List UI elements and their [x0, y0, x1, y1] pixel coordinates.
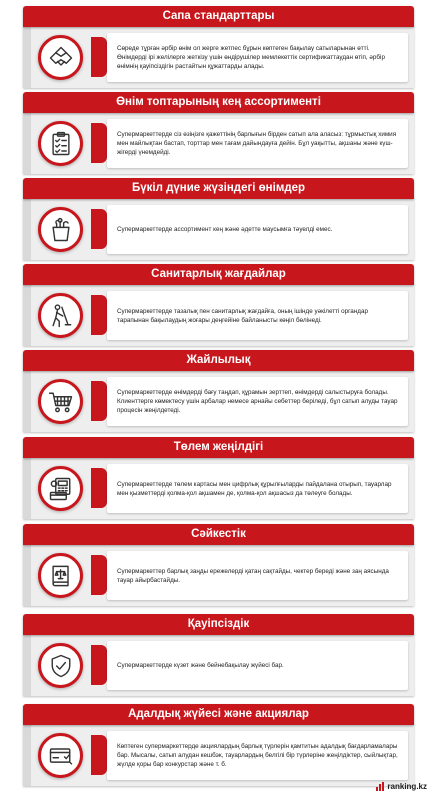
section-card-compliance: [23, 524, 414, 584]
section-title: Өнім топтарының кең ассортименті: [23, 92, 414, 113]
grocery-bag-icon: [38, 207, 83, 252]
section-title: Сапа стандарттары: [23, 6, 414, 27]
section-text: Супермаркеттер барлық заңды ережелерді қатаң сақтайды, чектер береді және заң аясында тауар айырбастайды.: [117, 567, 389, 584]
section-text: Сөреде тұрған әрбір өнім ол жерге жетпес бұрын көптеген бақылау сатыларынан өтті. Өнімдерді ірі желілерге жеткізу үшін өндірушілер мемлекеттік сертификаттаудан өтіп, әрбір өнімнің қауіпсіздігін растайтын құжаттарды алады.: [117, 45, 385, 70]
brand-logo: [376, 782, 427, 791]
section-card-sanitary: [23, 264, 414, 324]
section-card-payment: [23, 437, 414, 497]
section-text: Супермаркеттерде төлем картасы мен цифрлық құрылғыларды пайдалана отырып, тауарлар мен қызметтерді қолма-қол ақшамен де, қолма-қол ақшасыз да төлеуге болады.: [117, 480, 392, 497]
section-title: Санитарлық жағдайлар: [23, 264, 414, 285]
section-text: Супермаркеттерде тазалық пен санитарлық жағдайға, оның ішінде уәкілетті органдар тарапынан бақылаудың жоғары деңгейіне байланысты көңіл бөлінеді.: [117, 307, 368, 324]
shopping-cart-icon: [38, 379, 83, 424]
section-text: Көптеген супермаркеттерде акциялардың барлық түрлерін қамтитын адалдық бағдарламалары бар. Мысалы, сатып алудан кешбэк, тауарлардың белгілі бір түрлеріне жеңілдіктер, сыйлықтар, жүлде қоры бар конкурстар және т. б.: [117, 743, 398, 768]
section-card-security: [23, 614, 414, 669]
section-title: Бүкіл дүние жүзіндегі өнімдер: [23, 178, 414, 199]
section-card-loyalty: [23, 704, 414, 768]
quality-badge-icon: [38, 35, 83, 80]
section-card-assortment: [23, 92, 414, 156]
loyalty-card-icon: [38, 733, 83, 778]
brand-name: ranking.kz: [387, 782, 427, 791]
section-text: Супермаркеттерде күзет және бейнебақылау жүйесі бар.: [117, 662, 284, 669]
section-title: Сәйкестік: [23, 524, 414, 545]
law-book-icon: [38, 553, 83, 598]
section-title: Жайлылық: [23, 350, 414, 371]
cleaning-person-icon: [38, 293, 83, 338]
payment-terminal-icon: [38, 466, 83, 511]
section-text: Супермаркеттерде сіз өзіңізге қажеттінің барлығын бірден сатып ала аласыз: тұрмыстық химия мен майлықтан бастап, торттар мен тағам дайындауға дейін. Бұл уақытты, ақшаны және күш-жігерді үнемдейді.: [117, 131, 397, 156]
section-card-worldwide: [23, 178, 414, 233]
section-card-comfort: [23, 350, 414, 414]
checklist-icon: [38, 121, 83, 166]
section-title: Қауіпсіздік: [23, 614, 414, 635]
section-title: Адалдық жүйесі және акциялар: [23, 704, 414, 725]
section-text: Супермаркеттерде ассортимент кең және әдетте маусымға тәуелді емес.: [117, 226, 333, 233]
shield-check-icon: [38, 643, 83, 688]
section-title: Төлем жеңілдігі: [23, 437, 414, 458]
section-text: Супермаркеттерде өнімдерді бағу таңдап, құрамын зерттеп, өнімдерді салыстыруға болады. Клиенттерге көмектесу үшін арбалар немесе арнайы себеттер беріледі, бұл сатып алуды тауар процесін жеңілдетеді.: [117, 389, 398, 414]
bar-chart-icon: [376, 782, 384, 791]
section-card-quality: [23, 6, 414, 70]
